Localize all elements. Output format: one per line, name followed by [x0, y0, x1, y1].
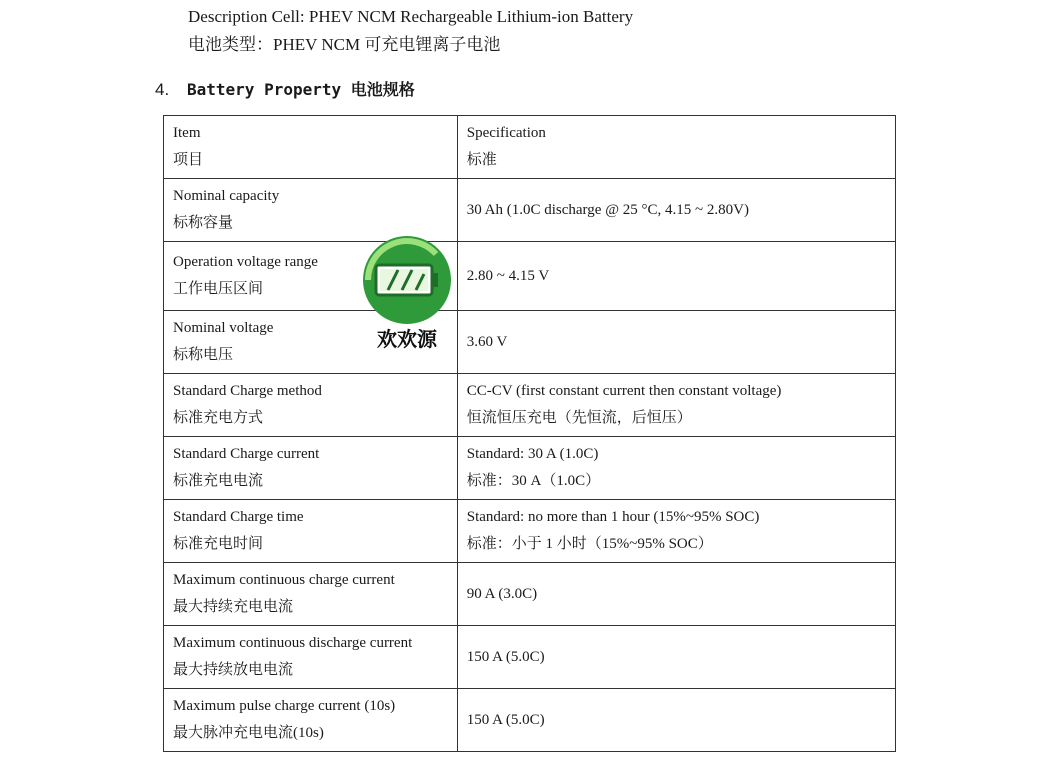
item-label-en: Standard Charge current — [173, 446, 320, 462]
spec-value-en: 2.80 ~ 4.15 V — [466, 267, 550, 284]
section-title: Battery Property 电池规格 — [187, 80, 415, 99]
spec-value-en: CC-CV (first constant current then constant voltage) — [466, 383, 782, 399]
table-row — [164, 500, 896, 563]
spec-cell — [457, 311, 895, 374]
spec-value-en: Standard: 30 A (1.0C) — [466, 446, 599, 462]
battery-property-table — [163, 115, 896, 752]
item-label-zh: 最大脉冲充电电流(10s) — [173, 725, 324, 741]
spec-value-zh: 标准：30 A（1.0C） — [466, 473, 601, 489]
spec-value-en: 3.60 V — [466, 333, 508, 350]
item-cell — [164, 689, 458, 752]
item-label-en: Nominal voltage — [173, 320, 274, 336]
item-label-zh: 工作电压区间 — [173, 281, 264, 297]
spec-cell — [457, 563, 895, 626]
item-label-en: Nominal capacity — [173, 188, 280, 204]
spec-cell — [457, 626, 895, 689]
spec-value-en: Standard: no more than 1 hour (15%~95% SOC) — [466, 509, 760, 525]
table-row — [164, 311, 896, 374]
table-row — [164, 689, 896, 752]
item-label-en: Operation voltage range — [173, 254, 318, 270]
item-label-zh: 标称容量 — [173, 215, 234, 231]
item-cell — [164, 374, 458, 437]
spec-value-en: 30 Ah (1.0C discharge @ 25 °C, 4.15 ~ 2.80V) — [466, 201, 749, 218]
item-label-zh: 最大持续放电电流 — [173, 662, 294, 678]
item-label-en: Maximum continuous charge current — [173, 572, 395, 588]
item-label-en: Standard Charge method — [173, 383, 322, 399]
spec-value-en: 90 A (3.0C) — [466, 585, 538, 602]
section-number: 4. — [155, 80, 170, 99]
item-cell — [164, 179, 458, 242]
item-cell — [164, 563, 458, 626]
spec-value-en: 150 A (5.0C) — [466, 648, 545, 665]
spec-value-zh: 标准：小于 1 小时（15%~95% SOC） — [466, 536, 713, 552]
spec-cell — [457, 179, 895, 242]
table-row — [164, 563, 896, 626]
spec-cell — [457, 242, 895, 311]
table-row — [164, 242, 896, 311]
table-row — [164, 437, 896, 500]
description-chinese: 电池类型：PHEV NCM 可充电锂离子电池 — [188, 35, 501, 54]
header-spec-zh: 标准 — [466, 152, 497, 168]
header-item-zh: 项目 — [173, 152, 204, 168]
item-label-zh: 最大持续充电电流 — [173, 599, 294, 615]
table-row — [164, 179, 896, 242]
watermark-text: 欢欢源 — [377, 327, 437, 351]
table-row — [164, 374, 896, 437]
item-cell — [164, 500, 458, 563]
item-label-zh: 标准充电时间 — [173, 536, 264, 552]
section-heading — [155, 77, 415, 100]
table-row — [164, 626, 896, 689]
table-header-row — [164, 116, 896, 179]
header-spec-en: Specification — [466, 125, 546, 141]
item-label-zh: 标准充电电流 — [173, 473, 264, 489]
item-label-zh: 标准充电方式 — [173, 410, 264, 426]
item-label-zh: 标称电压 — [173, 347, 234, 363]
spec-cell — [457, 437, 895, 500]
spec-cell — [457, 500, 895, 563]
item-cell — [164, 626, 458, 689]
item-label-en: Maximum continuous discharge current — [173, 635, 413, 651]
item-label-en: Maximum pulse charge current (10s) — [173, 698, 396, 714]
header-item-cell — [164, 116, 458, 179]
spec-cell — [457, 689, 895, 752]
description-english: Description Cell: PHEV NCM Rechargeable Lithium-ion Battery — [188, 7, 634, 26]
header-spec-cell — [457, 116, 895, 179]
battery-logo-icon — [358, 234, 456, 352]
spec-value-en: 150 A (5.0C) — [466, 711, 545, 728]
header-item-en: Item — [173, 125, 201, 141]
spec-value-zh: 恒流恒压充电（先恒流，后恒压） — [466, 410, 692, 426]
spec-cell — [457, 374, 895, 437]
item-label-en: Standard Charge time — [173, 509, 304, 525]
item-cell — [164, 437, 458, 500]
